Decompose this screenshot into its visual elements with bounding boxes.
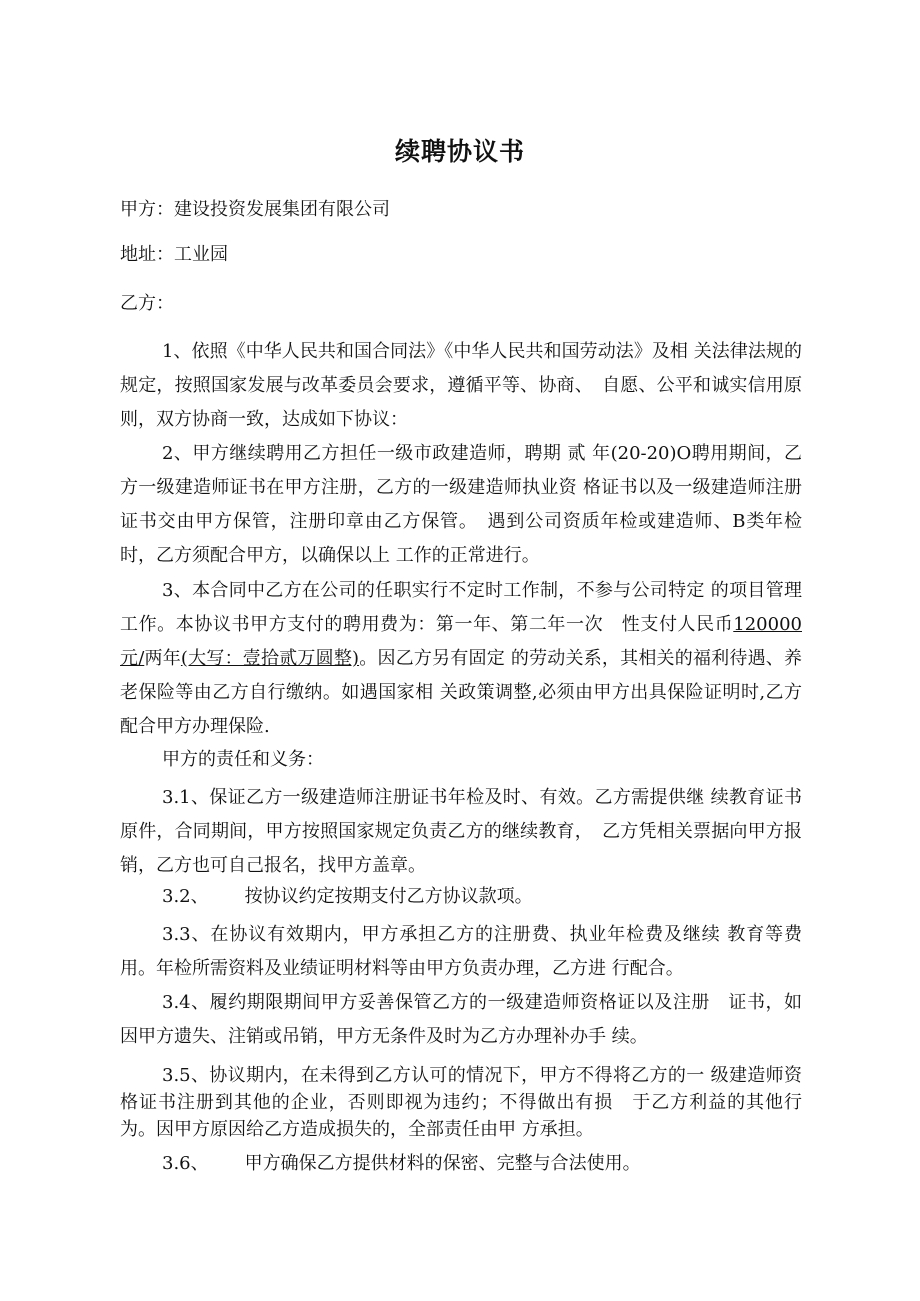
clause-3-6-number: 3.6、 — [162, 1153, 209, 1174]
document-title: 续聘协议书 — [394, 137, 525, 166]
clause-3-text-c: 。因乙方另有固定 的劳动关系，其相关的福利待遇、养老保险等由乙方自行缴纳。如遇国家相 关政策调整,必须由甲方出具保险证明时,乙方配合甲方办理保险. — [120, 648, 803, 737]
clause-3-text-b: 两年 — [144, 648, 181, 669]
party-b-line: 乙方： — [120, 293, 174, 314]
clause-3-text-a: 3、本合同中乙方在公司的任职实行不定时工作制，不参与公司特定 的项目管理工作。本协议书甲方支付的聘用费为：第一年、第二年一次 性支付人民币 — [120, 580, 802, 635]
clause-3-amount: 120000元/ — [120, 614, 802, 669]
clause-3-2 — [162, 884, 533, 910]
clause-2: 2、甲方继续聘用乙方担任一级市政建造师，聘期 贰 年(20-20)O聘用期间，乙方一级建造师证书在甲方注册，乙方的一级建造师执业资 格证书以及一级建造师注册证书交由甲方保管，注册印章由乙方保管。 遇到公司资质年检或建造师、B类年检时，乙方须配合甲方，以确保以上 工作的正常进行。 — [120, 443, 802, 566]
clause-3-3: 3.3、在协议有效期内，甲方承担乙方的注册费、执业年检费及继续 教育等费用。年检所需资料及业绩证明材料等由甲方负责办理，乙方进 行配合。 — [120, 924, 802, 979]
clause-1: 1、依照《中华人民共和国合同法》《中华人民共和国劳动法》及相 关法律法规的规定，按照国家发展与改革委员会要求，遵循平等、协商、 自愿、公平和诚实信用原则，双方协商一致，达成如下协议： — [120, 341, 802, 430]
clause-3-1: 3.1、保证乙方一级建造师注册证书年检及时、有效。乙方需提供继 续教育证书原件，合同期间，甲方按照国家规定负责乙方的继续教育， 乙方凭相关票据向甲方报销，乙方也可自己报名，找甲方盖章。 — [120, 787, 802, 876]
clause-3-2-text: 按协议约定按期支付乙方协议款项。 — [244, 886, 533, 907]
clause-3-amount-words: (大写：壹拾贰万圆整) — [180, 648, 360, 669]
clause-3-4: 3.4、履约期限期间甲方妥善保管乙方的一级建造师资格证以及注册 证书，如因甲方遗失、注销或吊销，甲方无条件及时为乙方办理补办手 续。 — [120, 992, 802, 1047]
address-line: 地址：工业园 — [120, 244, 228, 265]
clause-3-6 — [162, 1151, 641, 1177]
clause-3-2-number: 3.2、 — [162, 886, 209, 907]
clause-3 — [120, 574, 802, 744]
clause-3-5: 3.5、协议期内，在未得到乙方认可的情况下，甲方不得将乙方的一 级建造师资格证书注册到其他的企业，否则即视为违约；不得做出有损 于乙方利益的其他行为。因甲方原因给乙方造成损失的，全部责任由甲 方承担。 — [120, 1065, 802, 1140]
party-a-line: 甲方：建设投资发展集团有限公司 — [120, 199, 390, 220]
clause-3-6-text: 甲方确保乙方提供材料的保密、完整与合法使用。 — [244, 1153, 641, 1174]
duties-heading: 甲方的责任和义务： — [162, 749, 324, 770]
